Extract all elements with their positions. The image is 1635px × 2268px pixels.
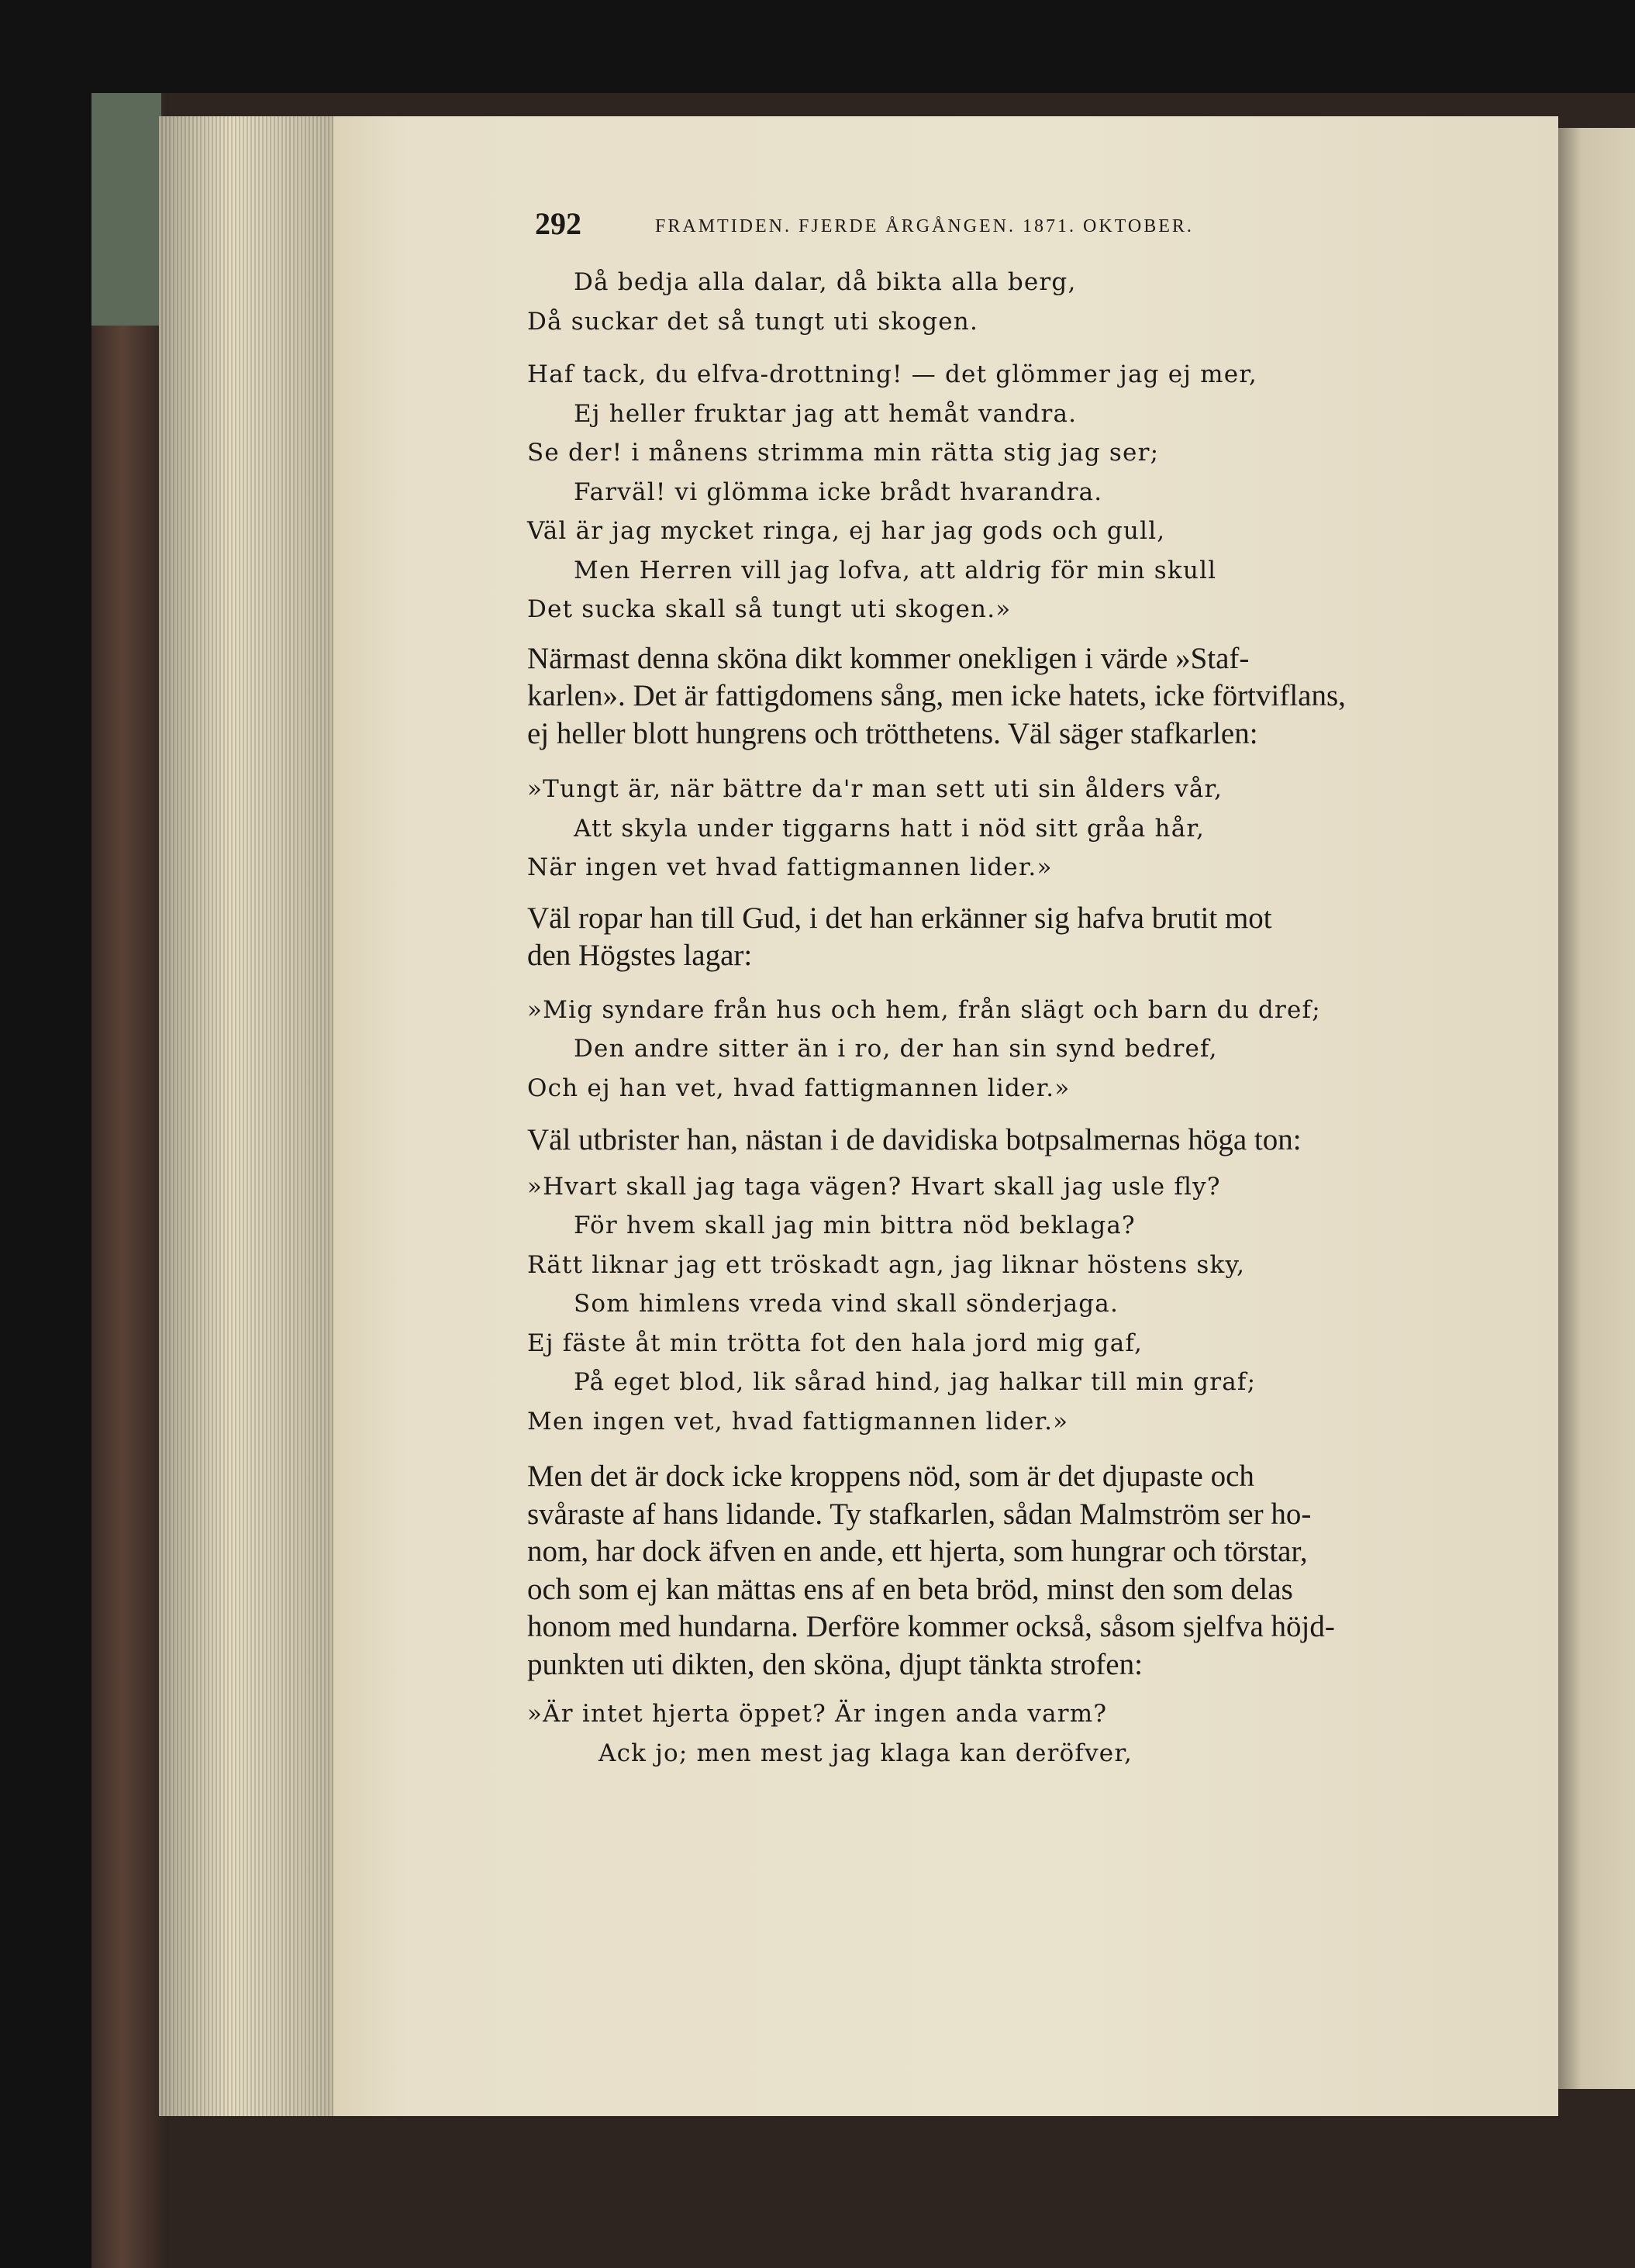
verse-line: Ack jo; men mest jag klaga kan deröfver, [598, 1739, 1133, 1767]
facing-page-edge [1558, 128, 1635, 2089]
prose-line: svåraste af hans lidande. Ty stafkarlen, sådan Malmström ser ho- [527, 1497, 1312, 1531]
verse-line: Då bedja alla dalar, då bikta alla berg, [574, 268, 1077, 296]
verse-line: Det sucka skall så tungt uti skogen.» [527, 595, 1012, 623]
verse-line: Väl är jag mycket ringa, ej har jag gods och gull, [527, 517, 1166, 545]
prose-line: den Högstes lagar: [527, 939, 753, 972]
verse-line: Haf tack, du elfva-drottning! — det glömmer jag ej mer, [527, 360, 1257, 388]
verse-line: Den andre sitter än i ro, der han sin synd bedref, [574, 1035, 1218, 1063]
text-body [527, 263, 1496, 1773]
verse-line: Men Herren vill jag lofva, att aldrig för min skull [574, 556, 1217, 584]
prose-line: punkten uti dikten, den sköna, djupt tänkta strofen: [527, 1647, 1143, 1681]
prose-line: Väl ropar han till Gud, i det han erkänner sig hafva brutit mot [527, 901, 1272, 935]
page-content [527, 205, 1496, 1773]
verse-line: »Tungt är, när bättre da'r man sett uti sin ålders vår, [527, 775, 1223, 803]
prose-line: ej heller blott hungrens och trötthetens. Väl säger stafkarlen: [527, 716, 1258, 750]
verse-block [527, 770, 1496, 888]
verse-line: »Är intet hjerta öppet? Är ingen anda varm? [527, 1700, 1108, 1728]
verse-line: Som himlens vreda vind skall sönderjaga. [574, 1290, 1119, 1318]
running-title: FRAMTIDEN. FJERDE ÅRGÅNGEN. 1871. OKTOBER. [655, 216, 1194, 236]
verse-line: När ingen vet hvad fattigmannen lider.» [527, 853, 1053, 881]
verse-line: Se der! i månens strimma min rätta stig jag ser; [527, 439, 1160, 467]
prose-paragraph [527, 900, 1492, 975]
prose-paragraph [527, 640, 1492, 753]
verse-line: Och ej han vet, hvad fattigmannen lider.» [527, 1074, 1071, 1102]
prose-line: och som ej kan mättas ens af en beta bröd, minst den som delas [527, 1572, 1293, 1606]
verse-line: »Mig syndare från hus och hem, från slägt och barn du dref; [527, 995, 1321, 1024]
verse-line: Ej fäste åt min trötta fot den hala jord mig gaf, [527, 1329, 1143, 1357]
verse-line: Rätt liknar jag ett tröskadt agn, jag liknar höstens sky, [527, 1250, 1246, 1279]
verse-line: Då suckar det så tungt uti skogen. [527, 307, 979, 336]
page-stack-shade [159, 116, 341, 2116]
verse-line: Att skyla under tiggarns hatt i nöd sitt gråa hår, [574, 814, 1206, 843]
prose-line: Väl utbrister han, nästan i de davidiska botpsalmernas höga ton: [527, 1123, 1302, 1156]
prose-line: nom, har dock äfven en ande, ett hjerta, som hungrar och törstar, [527, 1535, 1308, 1568]
running-header [527, 205, 1496, 252]
page-number: 292 [535, 206, 581, 241]
verse-line: Ej heller fruktar jag att hemåt vandra. [574, 399, 1078, 428]
prose-line: honom med hundarna. Derföre kommer också, såsom sjelfva höjd- [527, 1610, 1335, 1643]
verse-block [527, 1694, 1496, 1773]
prose-paragraph [527, 1458, 1492, 1684]
prose-line: karlen». Det är fattigdomens sång, men icke hatets, icke förtviflans, [527, 679, 1346, 712]
prose-paragraph [527, 1122, 1492, 1160]
book-spine-edge [91, 93, 169, 2268]
verse-line: Farväl! vi glömma icke brådt hvarandra. [574, 477, 1103, 506]
prose-line: Närmast denna sköna dikt kommer onekligen i värde »Staf- [527, 641, 1250, 675]
verse-line: På eget blod, lik sårad hind, jag halkar till min graf; [574, 1368, 1257, 1396]
verse-line: För hvem skall jag min bittra nöd beklaga? [574, 1212, 1136, 1239]
verse-line: Men ingen vet, hvad fattigmannen lider.» [527, 1407, 1069, 1436]
prose-line: Men det är dock icke kroppens nöd, som är det djupaste och [527, 1460, 1254, 1493]
verse-block [527, 263, 1496, 341]
verse-line: »Hvart skall jag taga vägen? Hvart skall jag usle fly? [527, 1172, 1221, 1201]
verse-block [527, 1167, 1496, 1442]
cover-corner [91, 93, 161, 326]
verse-block [527, 355, 1496, 629]
verse-block [527, 991, 1496, 1108]
